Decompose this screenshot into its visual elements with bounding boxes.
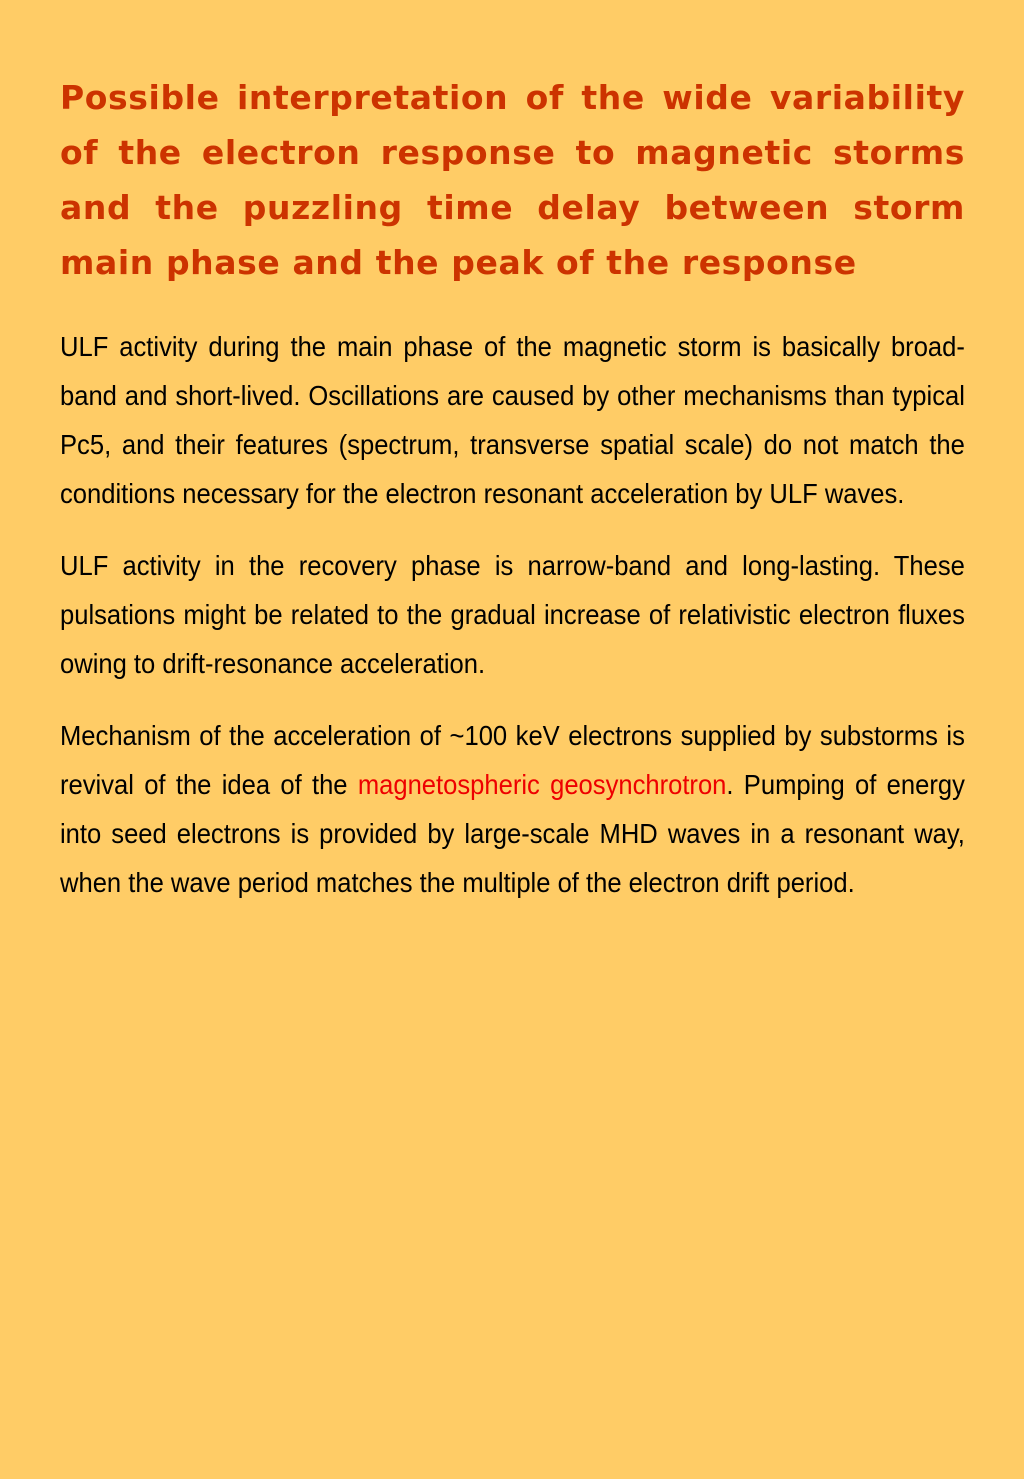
slide-title: Possible interpretation of the wide variability of the electron response to magnetic storms and the puzzling time delay between storm main phase and the peak of the response bbox=[60, 78, 965, 282]
highlighted-term: magnetospheric geosynchrotron bbox=[357, 769, 727, 800]
paragraph-recovery-phase: ULF activity in the recovery phase is narrow-band and long-lasting. These pulsations might be related to the gradual increase of relativistic electron fluxes owing to drift-resonance acceleration. bbox=[60, 550, 965, 679]
paragraph-mechanism-text-end: . Pumping of energy into seed electrons is provided by large-scale MHD waves in a resonant way, when the wave period matches the multiple of the electron drift period. bbox=[60, 769, 965, 898]
paragraph-main-phase: ULF activity during the main phase of the magnetic storm is basically broad-band and short-lived. Oscillations are caused by other mechanisms than typical Pc5, and their features (spectrum, transverse spatial scale) do not match the conditions necessary for the electron resonant acceleration by ULF waves. bbox=[60, 331, 965, 509]
paragraph-mechanism-text-start: Mechanism of the acceleration of ~100 keV electrons supplied by substorms is revival of the idea of the bbox=[60, 720, 965, 800]
paragraph-mechanism bbox=[60, 711, 965, 907]
slide-content bbox=[60, 70, 965, 930]
